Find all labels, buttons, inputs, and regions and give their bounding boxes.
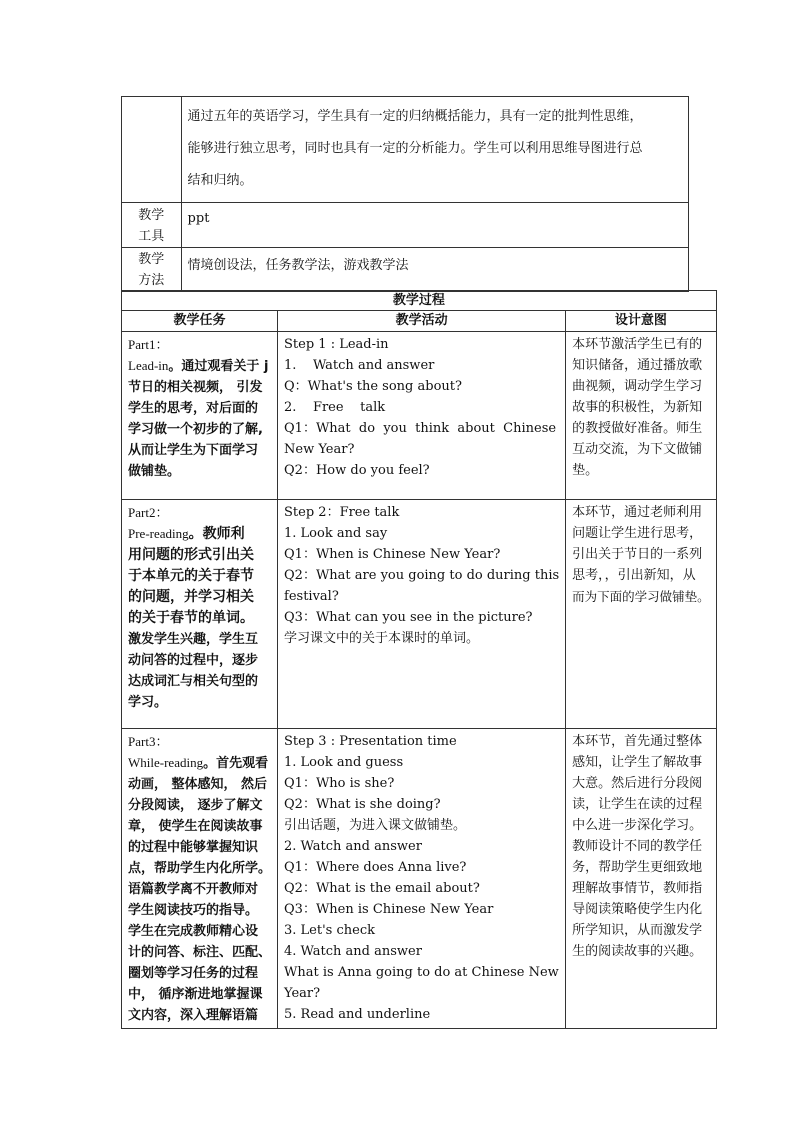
part2-intent-cell: 本环节，通过老师利用 问题让学生进行思考， 引出关于节日的一系列 思考，，引出新知，从 而为下面的学习做铺垫。 bbox=[566, 500, 717, 729]
part3-task-cell: Part3： While-reading。首先观看 动画， 整体感知， 然后 分段阅读， 逐步了解文 章， 使学生在阅读故事 的过程中能够掌握知识 点，帮助学生内化所学。 语篇教学离不开教师对 学生阅读技巧的指导。 学生在完成教师精心设 计的问答、标注、匹配、 圈划等学习任务的过程 中， 循序渐进地掌握课 文内容，深入理解语篇 bbox=[122, 729, 278, 1029]
tools-value: ppt bbox=[187, 211, 210, 226]
methods-value: 情境创设法，任务教学法，游戏教学法 bbox=[187, 258, 409, 273]
activity-line: 引出话题，为进入课文做铺垫。 bbox=[284, 818, 467, 833]
activity-line: Q2：What are you going to do during this bbox=[284, 568, 560, 583]
intro-line: 能够进行独立思考，同时也具有一定的分析能力。学生可以利用思维导图进行总 bbox=[187, 141, 643, 156]
header-task: 教学任务 bbox=[122, 311, 278, 332]
header-activity: 教学活动 bbox=[278, 311, 566, 332]
tools-label-2: 工具 bbox=[138, 229, 165, 244]
activity-line: 5. Read and underline bbox=[284, 1007, 431, 1022]
methods-label-cell bbox=[122, 248, 182, 292]
part2-task-heading: Part2： bbox=[128, 505, 169, 520]
methods-label-1: 教学 bbox=[138, 252, 165, 267]
activity-line: Step 1 : Lead-in bbox=[284, 337, 389, 352]
activity-line: Q2：How do you feel? bbox=[284, 463, 430, 478]
activity-line: Q2：What is she doing? bbox=[284, 797, 441, 812]
activity-line: 1. Look and say bbox=[284, 526, 388, 541]
activity-line: Q3：When is Chinese New Year bbox=[284, 902, 494, 917]
tools-label-1: 教学 bbox=[138, 208, 165, 223]
part1-task-cell: Part1： Lead-in。通过观看关于 j 节日的相关视频， 引发 学生的思考，对后面的 学习做一个初步的了解, 从而让学生为下面学习 做铺垫。 bbox=[122, 332, 278, 500]
intro-line: 结和归纳。 bbox=[187, 173, 253, 188]
activity-line: Q1：What do you think about Chinese bbox=[284, 421, 557, 436]
part1-intent-cell: 本环节激活学生已有的 知识储备，通过播放歌 曲视频，调动学生学习 故事的积极性，为新知 的教授做好准备。师生 互动交流，为下文做铺 垫。 bbox=[566, 332, 717, 500]
activity-line: Q1：Who is she? bbox=[284, 776, 395, 791]
tools-label-cell bbox=[122, 203, 182, 248]
header-intent: 设计意图 bbox=[566, 311, 717, 332]
activity-line: Q1：Where does Anna live? bbox=[284, 860, 467, 875]
intro-line: 通过五年的英语学习，学生具有一定的归纳概括能力，具有一定的批判性思维， bbox=[187, 109, 643, 124]
activity-line: Step 2：Free talk bbox=[284, 505, 400, 520]
methods-label-2: 方法 bbox=[138, 273, 165, 288]
intro-cell bbox=[181, 97, 688, 203]
activity-line: festival? bbox=[284, 589, 339, 604]
part1-activity-cell bbox=[278, 332, 566, 500]
intro-label-cell bbox=[122, 97, 182, 203]
activity-line: New Year? bbox=[284, 442, 355, 457]
process-title-cell bbox=[122, 291, 717, 311]
activity-line: 2. Free talk bbox=[284, 400, 386, 415]
activity-line: Year? bbox=[284, 986, 321, 1001]
activity-line: 1. Look and guess bbox=[284, 755, 404, 770]
activity-line: 学习课文中的关于本课时的单词。 bbox=[284, 631, 480, 646]
activity-line: Q：What's the song about? bbox=[284, 379, 462, 394]
activity-line: 4. Watch and answer bbox=[284, 944, 422, 959]
process-title: 教学过程 bbox=[392, 293, 445, 308]
activity-line: Q1：When is Chinese New Year? bbox=[284, 547, 501, 562]
activity-line: Q2：What is the email about? bbox=[284, 881, 480, 896]
part3-intent-cell: 本环节，首先通过整体 感知，让学生了解故事 大意。然后进行分段阅 读，让学生在读的过程 中么进一步深化学习。 教师设计不同的教学任 务，帮助学生更细致地 理解故事情节，教师指 导阅读策略使学生内化 所学知识，从而激发学 生的阅读故事的兴趣。 bbox=[566, 729, 717, 1029]
tools-value-cell bbox=[181, 203, 688, 248]
activity-line: Q3：What can you see in the picture? bbox=[284, 610, 533, 625]
part3-activity-cell bbox=[278, 729, 566, 1029]
part1-task-heading: Part1： bbox=[128, 337, 169, 352]
activity-line: 1. Watch and answer bbox=[284, 358, 435, 373]
part2-task-cell: Part2： Pre-reading。教师利 用问题的形式引出关 于本单元的关于春节 的问题，并学习相关 的关于春节的单词。 激发学生兴趣，学生互 动问答的过程中，逐步 达成词汇与相关句型的 学习。 bbox=[122, 500, 278, 729]
activity-line: 3. Let's check bbox=[284, 923, 375, 938]
process-table bbox=[121, 290, 717, 1029]
activity-line: Step 3 : Presentation time bbox=[284, 734, 457, 749]
info-table bbox=[121, 96, 689, 292]
activity-line: What is Anna going to do at Chinese New bbox=[284, 965, 559, 980]
methods-value-cell bbox=[181, 248, 688, 292]
activity-line: 2. Watch and answer bbox=[284, 839, 422, 854]
part3-task-heading: Part3： bbox=[128, 734, 169, 749]
part2-activity-cell bbox=[278, 500, 566, 729]
